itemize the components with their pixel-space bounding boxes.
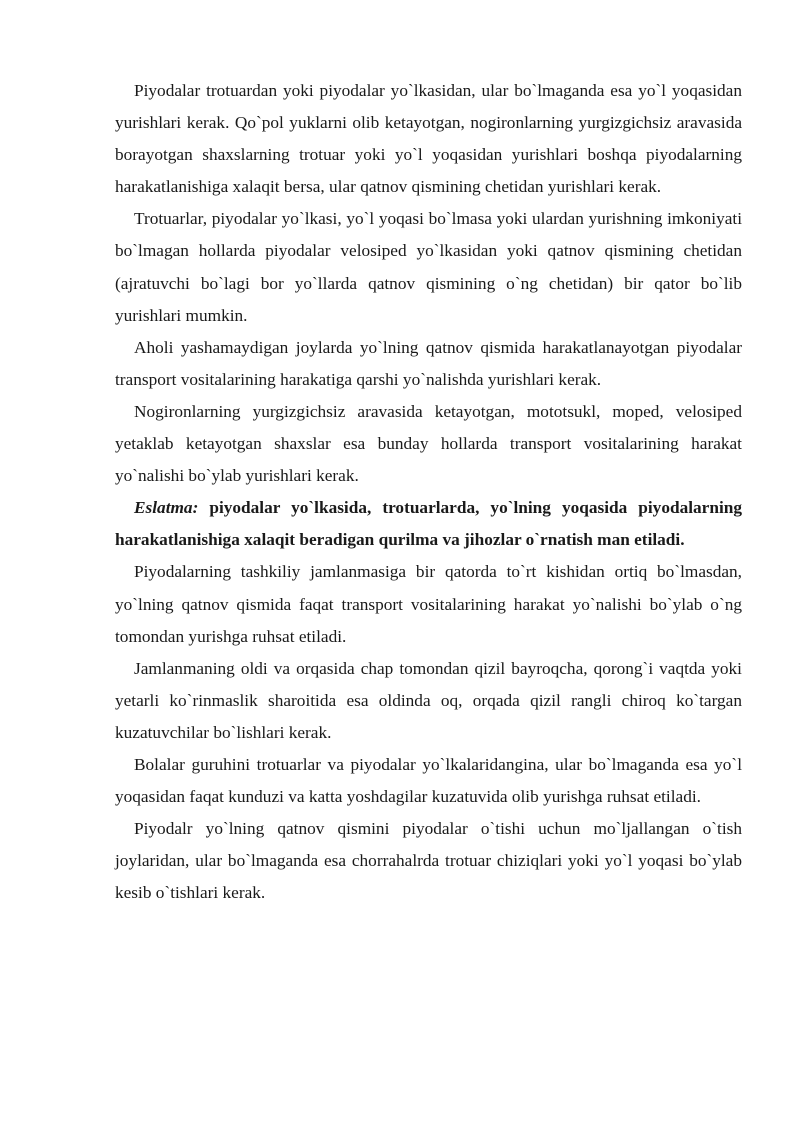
paragraph-uninhabited-areas: Aholi yashamaydigan joylarda yo`lning qatnov qismida harakatlanayotgan piyodalar transport vositalarining harakatiga qarshi yo`nalishda yurishlari kerak. bbox=[115, 337, 742, 389]
note-text: piyodalar yo`lkasida, trotuarlarda, yo`lning yoqasida piyodalarning harakatlanishiga xalaqit beradigan qurilma va jihozlar o`rnatish man etiladi. bbox=[115, 498, 742, 550]
document-body bbox=[115, 75, 742, 909]
paragraph-no-sidewalk: Trotuarlar, piyodalar yo`lkasi, yo`l yoqasi bo`lmasa yoki ulardan yurishning imkoniyati bo`lmagan hollarda piyodalar velosiped yo`lkasidan yoki qatnov qismining chetidan (ajratuvchi bo`lagi bor yo`llarda qatnov qismining o`ng chetidan) bir qator bo`lib yurishlari mumkin. bbox=[115, 209, 742, 325]
paragraph-wheelchair-moped: Nogironlarning yurgizgichsiz aravasida ketayotgan, mototsukl, moped, velosiped yetaklab ketayotgan shaxslar esa bunday hollarda transport vositalarining harakat yo`nalishi bo`ylab yurishlari kerak. bbox=[115, 401, 742, 486]
paragraph-organized-groups: Piyodalarning tashkiliy jamlanmasiga bir qatorda to`rt kishidan ortiq bo`lmasdan, yo`lning qatnov qismida faqat transport vositalarining harakat yo`nalishi bo`ylab o`ng tomondan yurishga ruhsat etiladi. bbox=[115, 562, 742, 646]
note-label: Eslatma: bbox=[134, 498, 199, 518]
paragraph-crossing: Piyodalr yo`lning qatnov qismini piyodalar o`tishi uchun mo`ljallangan o`tish joylaridan, ular bo`lmaganda esa chorrahalrda trotuar chiziqlari yoki yo`l yoqasi bo`ylab kesib o`tishlari kerak. bbox=[115, 819, 742, 903]
paragraph-group-escorts: Jamlanmaning oldi va orqasida chap tomondan qizil bayroqcha, qorong`i vaqtda yoki yetarli ko`rinmaslik sharoitida esa oldinda oq, orqada qizil rangli chiroq ko`targan kuzatuvchilar bo`lishlari kerak. bbox=[115, 658, 742, 742]
paragraph-children-groups: Bolalar guruhini trotuarlar va piyodalar yo`lkalaridangina, ular bo`lmaganda esa yo`l yoqasidan faqat kunduzi va katta yoshdagilar kuzatuvida olib yurishga ruhsat etiladi. bbox=[115, 754, 742, 807]
note-paragraph bbox=[115, 492, 742, 556]
paragraph-pedestrian-sidewalk: Piyodalar trotuardan yoki piyodalar yo`lkasidan, ular bo`lmaganda esa yo`l yoqasidan yurishlari kerak. Qo`pol yuklarni olib ketayotgan, nogironlarning yurgizgichsiz aravasida borayotgan shaxslarning trotuar yoki yo`l yoqasidan yurishlari boshqa piyodalarning harakatlanishiga xalaqit bersa, ular qatnov qismining chetidan yurishlari kerak. bbox=[115, 81, 742, 197]
